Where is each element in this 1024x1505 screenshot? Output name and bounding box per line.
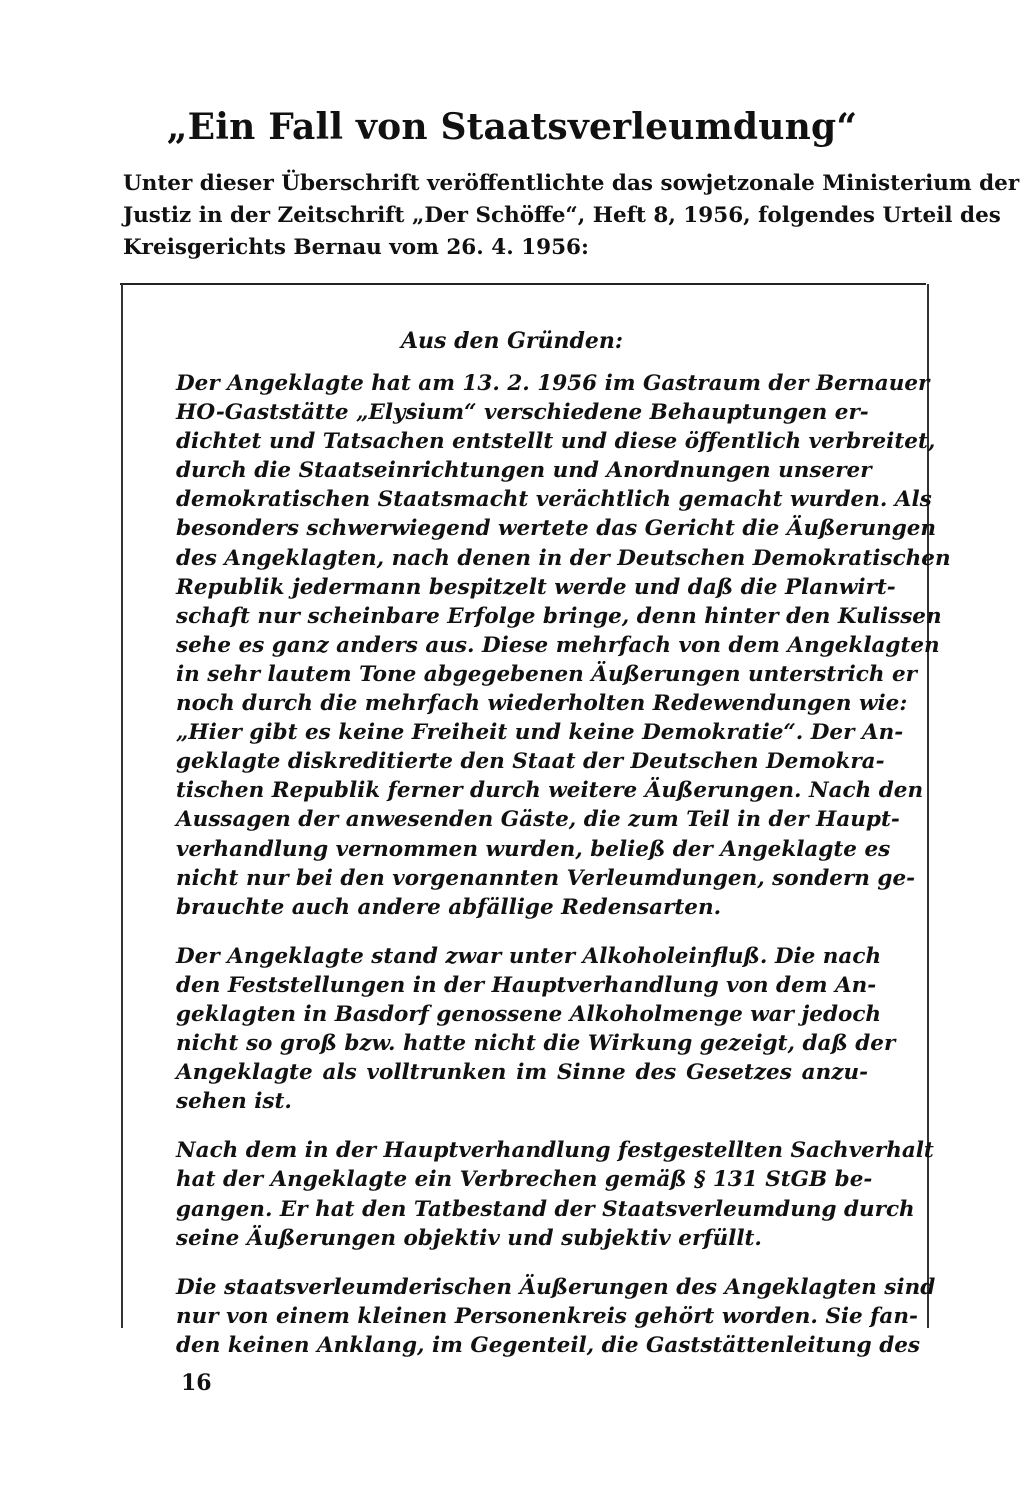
text-line: besonders schwerwiegend wertete das Gericht die Äußerungen: [176, 516, 937, 542]
text-line: nicht nur bei den vorgenannten Verleumdungen, sondern ge-: [176, 865, 916, 891]
text-line: verhandlung vernommen wurden, beließ der Angeklagte es: [176, 836, 891, 862]
text-line: „Hier gibt es keine Freiheit und keine Demokratie“. Der An-: [176, 720, 904, 746]
page-title: „Ein Fall von Staatsverleumdung“: [166, 106, 858, 148]
text-line: nicht so groß bzw. hatte nicht die Wirkung gezeigt, daß der: [176, 1031, 896, 1057]
text-line: sehen ist.: [176, 1089, 292, 1115]
judgment-paragraph: [176, 1136, 934, 1252]
text-line: schaft nur scheinbare Erfolge bringe, denn hinter den Kulissen: [176, 603, 942, 629]
text-line: nur von einem kleinen Personenkreis gehört worden. Sie fan-: [176, 1303, 918, 1329]
judgment-paragraph: [176, 369, 951, 922]
intro-line: Justiz in der Zeitschrift „Der Schöffe“, Heft 8, 1956, folgendes Urteil des: [123, 203, 1001, 228]
page-number: 16: [181, 1370, 212, 1396]
text-line: in sehr lautem Tone abgegebenen Äußerungen unterstrich er: [176, 661, 917, 687]
judgment-text: [176, 369, 951, 1380]
text-line: HO-Gaststätte „Elysium“ verschiedene Behauptungen er-: [176, 400, 869, 426]
text-line: noch durch die mehrfach wiederholten Redewendungen wie:: [176, 691, 908, 717]
text-line: Angeklagte als volltrunken im Sinne des Gesetzes anzu-: [176, 1060, 868, 1086]
text-line: tischen Republik ferner durch weitere Äußerungen. Nach den: [176, 778, 924, 804]
text-line: den Feststellungen in der Hauptverhandlung von dem An-: [176, 972, 877, 998]
text-line: durch die Staatseinrichtungen und Anordnungen unserer: [176, 458, 872, 484]
section-heading: Aus den Gründen:: [400, 328, 623, 354]
text-line: Der Angeklagte hat am 13. 2. 1956 im Gastraum der Bernauer: [176, 371, 930, 396]
text-line: Der Angeklagte stand zwar unter Alkoholeinfluß. Die nach: [176, 943, 882, 969]
text-line: sehe es ganz anders aus. Diese mehrfach von dem Angeklagten: [176, 632, 940, 658]
text-line: Nach dem in der Hauptverhandlung festgestellten Sachverhalt: [176, 1138, 934, 1164]
text-line: dichtet und Tatsachen entstellt und diese öffentlich verbreitet,: [176, 429, 936, 455]
intro-line: Unter dieser Überschrift veröffentlichte das sowjetzonale Ministerium der: [123, 171, 1020, 196]
text-line: Republik jedermann bespitzelt werde und daß die Planwirt-: [176, 574, 896, 600]
text-line: geklagte diskreditierte den Staat der Deutschen Demokra-: [176, 749, 885, 775]
text-line: Die staatsverleumderischen Äußerungen des Angeklagten sind: [176, 1274, 936, 1300]
text-line: seine Äußerungen objektiv und subjektiv erfüllt.: [176, 1225, 762, 1251]
text-line: des Angeklagten, nach denen in der Deutschen Demokratischen: [176, 545, 951, 571]
text-line: den keinen Anklang, im Gegenteil, die Gaststättenleitung des: [176, 1332, 921, 1358]
intro-paragraph: [123, 168, 1020, 264]
judgment-paragraph: [176, 1273, 936, 1360]
text-line: gangen. Er hat den Tatbestand der Staatsverleumdung durch: [176, 1196, 915, 1222]
judgment-paragraph: [176, 942, 896, 1117]
text-line: brauchte auch andere abfällige Redensarten.: [176, 894, 722, 920]
text-line: geklagten in Basdorf genossene Alkoholmenge war jedoch: [176, 1001, 882, 1027]
text-line: Aussagen der anwesenden Gäste, die zum Teil in der Haupt-: [176, 807, 900, 833]
text-line: hat der Angeklagte ein Verbrechen gemäß § 131 StGB be-: [176, 1167, 873, 1193]
text-line: demokratischen Staatsmacht verächtlich gemacht wurden. Als: [176, 487, 932, 513]
intro-line: Kreisgerichts Bernau vom 26. 4. 1956:: [123, 235, 589, 260]
